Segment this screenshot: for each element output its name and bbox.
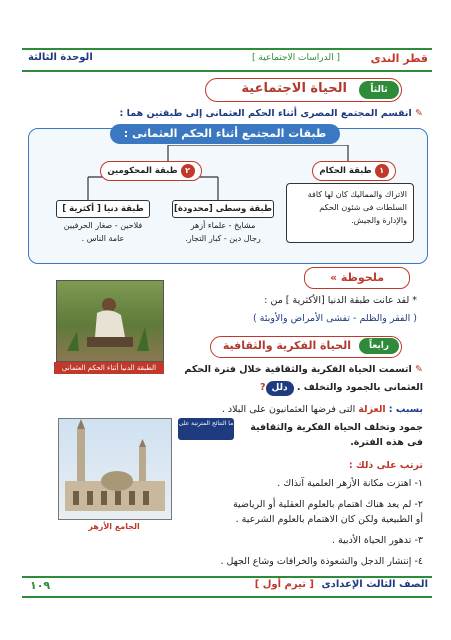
section-heading: الحياة الاجتماعية [241, 81, 347, 96]
pen-icon: ✎ [411, 364, 423, 375]
note-title-text: ملحوظة [340, 271, 385, 284]
intellectual-line-2-text: العثمانى بالجمود والتخلف . [296, 382, 423, 393]
page-number: ١٠٩ [30, 579, 51, 592]
class1-description: الاتراك والمماليك كان لها كافة السلطات فى شئون الحكم والإدارة والجيش. [286, 183, 414, 243]
intellectual-line-1-text: اتسمت الحياة الفكرية والثقافية خلال فترة الحكم [184, 364, 412, 375]
middle-class-desc [168, 219, 278, 245]
result-item-2a: ٢- لم يعد هناك اهتمام بالعلوم العقلية أو الرياضية [232, 499, 423, 510]
middle-desc-1: مشايخ - علماء أزهر [190, 221, 256, 230]
section-title-social [205, 78, 402, 102]
lower-class-label: طبقة دنيا [ أكثرية ] [56, 200, 150, 218]
unit-label: الوحدة الثالثة [28, 52, 93, 63]
class1-number: ١ [375, 164, 389, 178]
middle-desc-2: رجال دين - كبار التجار. [185, 234, 261, 243]
farmer-caption: الطبقة الدنيا أثناء الحكم العثمانى [54, 362, 164, 374]
cause-rest: التى فرضها العثمانيون على البلاد . [221, 404, 356, 415]
pen-icon: ✎ [411, 108, 423, 119]
diagram-title: طبقات المجتمع أثناء الحكم العثمانى : [110, 124, 340, 144]
question-line-2: فى هذه الفترة. [350, 437, 423, 448]
note-title [304, 267, 410, 289]
results-list [163, 476, 423, 569]
brand-title: قطر الندى [370, 52, 428, 65]
cause-line [173, 402, 423, 417]
arrows-icon: » [329, 271, 338, 284]
result-item-4: ٤- إنتشار الدجل والشعوذة والخرافات وشاع الجهل . [220, 556, 423, 567]
class2-label: طبقة المحكومين [107, 166, 178, 176]
result-item-3: ٣- تدهور الحياة الأدبية . [331, 535, 423, 546]
note-line-1: * لقد عانت طبقة الدنيا [الأكثرية ] من : [264, 295, 417, 306]
farmer-illustration [57, 281, 163, 361]
page-header [22, 48, 432, 72]
lower-desc-1: فلاحين - صغار الحرفيين [63, 221, 143, 230]
azhar-mosque-image [58, 418, 172, 520]
intellectual-line-1 [173, 362, 423, 377]
mosque-illustration [59, 419, 171, 519]
question-mark-icon: ? [260, 382, 266, 393]
question-block [243, 420, 423, 450]
class-rulers [312, 161, 396, 181]
cause-label: بسبب : [388, 404, 423, 415]
cause-word: العزلة [358, 404, 386, 415]
mosque-caption: الجامع الأزهر [88, 522, 140, 531]
subject-label: [ الدراسات الاجتماعية ] [252, 53, 340, 63]
note-line-2: ( الفقر والظلم - تفشى الأمراض والأوبئة ) [253, 313, 417, 324]
result-item-2b: أو الطبيعية ولكن كان الاهتمام بالعلوم الشرعية . [235, 514, 423, 525]
results-tag: ما النتائج المترتبة على [178, 418, 234, 440]
result-item-1: ١- اهتزت مكانة الأزهر العلمية آنذاك . [277, 478, 423, 489]
class1-label: طبقة الحكام [319, 166, 372, 176]
grade-label: الصف الثالث الإعدادى [321, 579, 428, 590]
farmer-image [56, 280, 164, 362]
section-number: ثالثاً [359, 81, 399, 99]
intellectual-line-2 [183, 380, 423, 396]
lower-desc-2: عامة الناس . [81, 234, 125, 243]
question-line-1: جمود وتخلف الحياة الفكرية والثقافية [250, 422, 423, 433]
section2-heading: الحياة الفكرية والثقافية [222, 339, 351, 352]
section2-number: رابعاً [359, 338, 399, 354]
results-title: ترتب على ذلك : [348, 460, 423, 471]
prove-badge: دلل [266, 381, 294, 396]
class2-number: ٢ [181, 164, 195, 178]
term-label: [ تيرم أول ] [254, 579, 314, 590]
section-intro [23, 106, 423, 121]
middle-class-label: طبقة وسطى [محدودة] [172, 200, 274, 218]
class-governed [100, 161, 202, 181]
page-footer [22, 576, 432, 598]
section-title-intellectual [210, 336, 402, 358]
lower-class-desc [48, 219, 158, 245]
intro-text: انقسم المجتمع المصرى أثناء الحكم العثمانى إلى طبقتين هما : [119, 108, 412, 119]
